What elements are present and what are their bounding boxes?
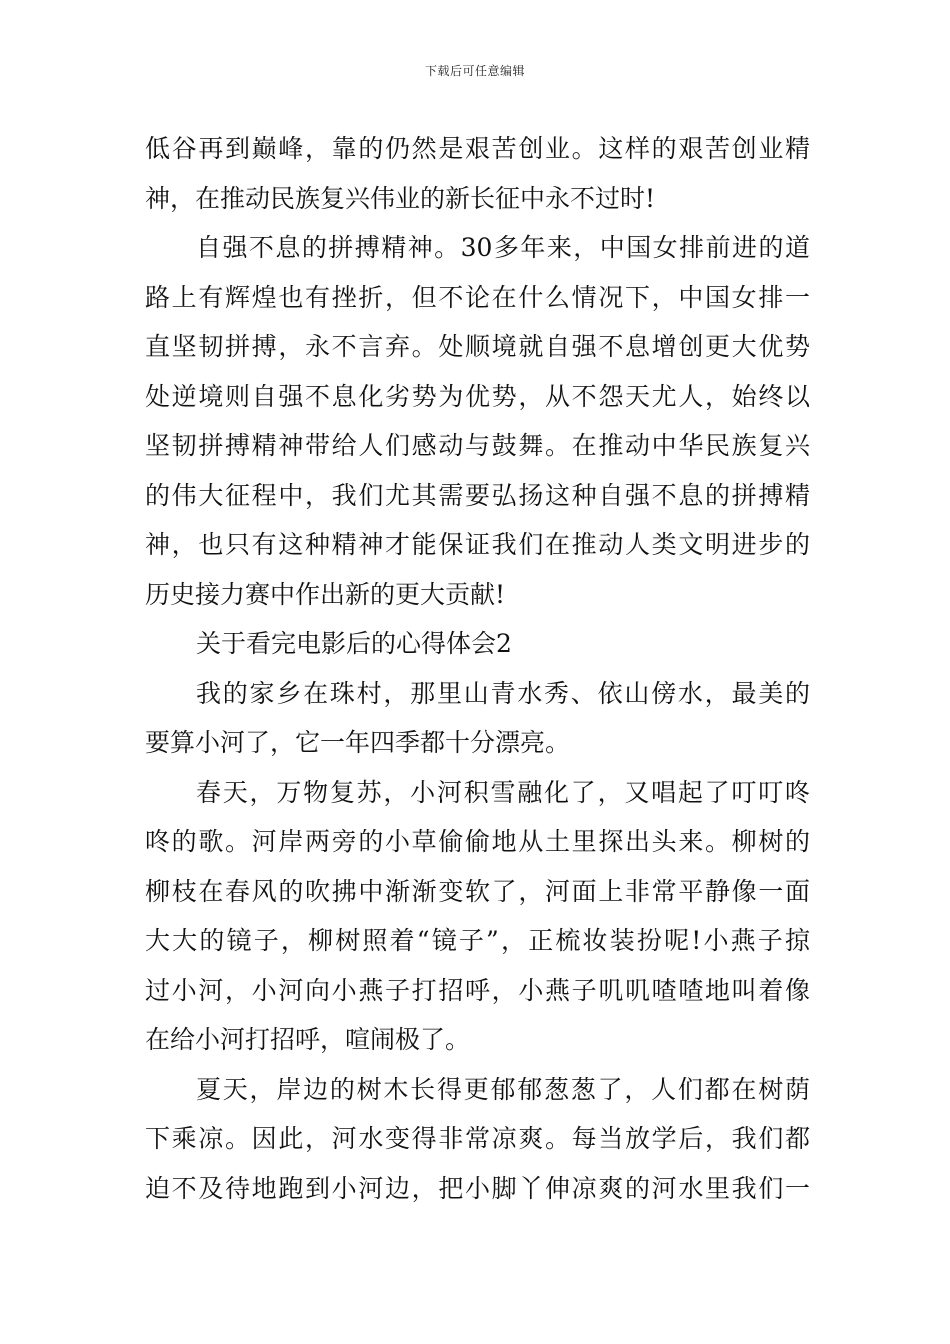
text-line: 直坚韧拼搏，永不言弃。处顺境就自强不息增创更大优势 — [145, 332, 810, 361]
text-line: 神，在推动民族复兴伟业的新长征中永不过时! — [145, 183, 656, 213]
text-line: 咚的歌。河岸两旁的小草偷偷地从土里探出头来。柳树的 — [145, 827, 810, 856]
page-header: 下载后可任意编辑 — [424, 64, 525, 78]
text-line: 坚韧拼搏精神带给人们感动与鼓舞。在推动中华民族复兴 — [145, 431, 810, 460]
text-line: 处逆境则自强不息化劣势为优势，从不怨天尤人，始终以 — [145, 381, 810, 411]
text-line: 过小河，小河向小燕子打招呼，小燕子叽叽喳喳地叫着像 — [145, 975, 810, 1005]
text-line: 低谷再到巅峰，靠的仍然是艰苦创业。这样的艰苦创业精 — [145, 134, 810, 163]
text-line: 春天，万物复苏，小河积雪融化了，又唱起了叮叮咚 — [196, 777, 810, 807]
text-line: 历史接力赛中作出新的更大贡献! — [145, 579, 506, 609]
document-body — [145, 124, 810, 1213]
text-line: 大大的镜子，柳树照着“镜子”，正梳妆装扮呢!小燕子掠 — [145, 926, 810, 955]
text-line: 要算小河了，它一年四季都十分漂亮。 — [145, 728, 571, 757]
text-line: 的伟大征程中，我们尤其需要弘扬这种自强不息的拼搏精 — [145, 480, 810, 510]
text-line: 柳枝在春风的吹拂中渐渐变软了，河面上非常平静像一面 — [145, 876, 810, 906]
text-line: 路上有辉煌也有挫折，但不论在什么情况下，中国女排一 — [145, 282, 810, 312]
text-line: 我的家乡在珠村，那里山青水秀、依山傍水，最美的 — [196, 678, 810, 708]
text-line: 自强不息的拼搏精神。30多年来，中国女排前进的道 — [196, 233, 810, 262]
text-line: 神，也只有这种精神才能保证我们在推动人类文明进步的 — [145, 530, 810, 559]
section-heading: 关于看完电影后的心得体会2 — [196, 629, 512, 658]
text-line: 下乘凉。因此，河水变得非常凉爽。每当放学后，我们都 — [145, 1124, 810, 1153]
text-line: 在给小河打招呼，喧闹极了。 — [145, 1025, 471, 1054]
text-line: 夏天，岸边的树木长得更郁郁葱葱了，人们都在树荫 — [196, 1074, 810, 1104]
text-line: 迫不及待地跑到小河边，把小脚丫伸凉爽的河水里我们一 — [145, 1173, 810, 1203]
